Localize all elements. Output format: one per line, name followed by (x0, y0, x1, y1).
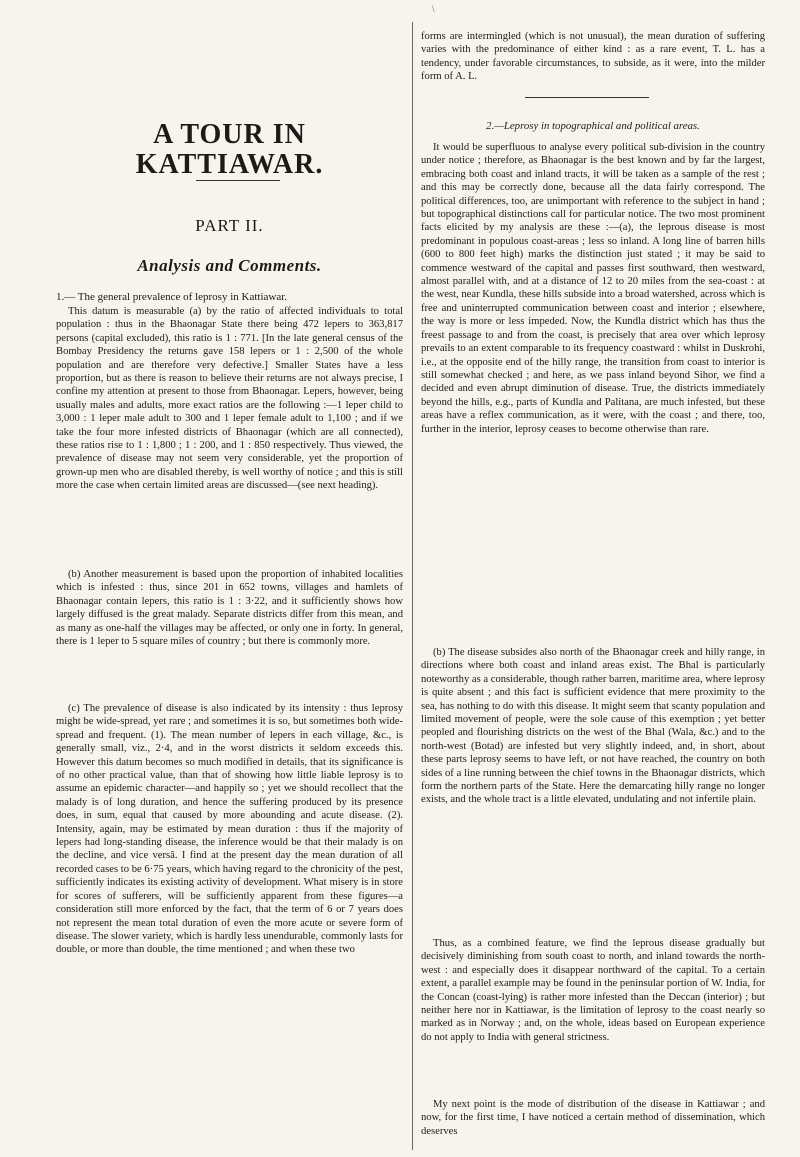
section-rule (525, 97, 649, 98)
paragraph: forms are intermingled (which is not unusual), the mean duration of suffering varies with the predominance of either kind : as a rare event, T. L. has a tendency, under favorable circumstances, to subside, as it were, into the milder form of A. L. (421, 31, 765, 83)
paragraph: (b) The disease subsides also north of the Bhaonagar creek and hilly range, in directions where both coast and inland areas exist. The Bhal is particularly noteworthy as a considerable, though rather barren, maritime area, where leprosy is quite absent ; and this fact is sufficient evidence that mere proximity to the sea, has nothing to do with this disease. It might seem that scanty population and limited movement of people, were the sole cause of this exemption ; yet better peopled and flourishing districts on the west of the Bhal (Wala, &c.) and to the north-west (Botad) are infested but very slightly indeed, and, in short, about these parts leprosy seems to have left, or not have reached, the country on both sides of a line running between the chief towns in the Bhaonagar districts, which form the northern parts of the State. Here the demarcating hilly range no longer exists, and the whole tract is a little elevated, undulating and not infertile plain. (421, 647, 765, 806)
paragraph: (c) The prevalence of disease is also indicated by its intensity : thus leprosy might be wide-spread, yet rare ; and sometimes it is so, but sometimes both wide-spread and frequent. (1). The mean number of lepers in each village, &c., is generally small, viz., 2·4, and in the worst districts it seldom exceeds this. However this datum becomes so much modified in details, that its significance is of no other practical value, than that of showing how little liable leprosy is to assume an epidemic character—and happily so ; yet we should recollect that the malady is of long duration, and hence the suffering produced by its presence does, in sum, equal that caused by more abounding and acute disease. (2). Intensity, again, may be estimated by mean duration : thus if the majority of lepers had long-standing disease, the inference would be that their malady is on the decline, and vice versâ. I find at the present day the mean duration of all recorded cases to be 6·75 years, which having regard to the chronicity of the pest, sufficiently indicates its existing activity of development. What misery is in store for scores of sufferers, will be sufficiently apparent from these figures—a consideration still more enforced by the fact, that the term of 6 or 7 years does not represent the mean total duration of even the more acute or severe form of disease. The slower variety, which is hardly less unendurable, commonly lasts for double, or more than double, the time mentioned ; and when these two (56, 703, 403, 956)
section-2-heading: 2.—Leprosy in topographical and political areas. (486, 120, 700, 132)
paragraph: This datum is measurable (a) by the ratio of affected individuals to total population : thus in the Bhaonagar State there being 472 lepers to 363,817 persons (capital excluded), this ratio is 1 : 771. [In the late general census of the Bombay Presidency the returns gave 158 lepers or 1 : 2,500 of the whole population and are therefore very defective.] Smaller States have a less proportion, but as there is reason to believe their returns are not always precise, I confine my attention at present to those from Bhaonagar. Lepers, however, being usually males and adults, more exact ratios are the following :—1 leper child to 3,000 : 1 leper male adult to 300 and 1 leper female adult to 1,100 ; and if we take the four more infested districts of Bhaonagar (which are all connected), these ratios rise to 1 : 1,800 ; 1 : 200, and 1 : 850 respectively. Thus viewed, the prevalence of disease may not seem very considerable, yet the proportion of grown-up men who are disabled thereby, is well worthy of notice ; and this is still more the case when certain limited areas are discussed—(see next heading). (56, 306, 403, 492)
article-title: A TOUR IN KATTIAWAR. (135, 119, 324, 180)
paragraph: My next point is the mode of distribution of the disease in Kattiawar ; and now, for the first time, I have noticed a certain method of dissemination, which deserves (421, 1099, 765, 1137)
title-rule (196, 180, 280, 181)
column-divider (412, 22, 413, 1150)
paragraph: Thus, as a combined feature, we find the leprous disease gradually but decisively diminishing from south coast to north, and inland towards the north-west : and especially does it disappear northward of the capital. To a certain extent, a parallel example may be found in the peninsular portion of W. India, for the Concan (coast-lying) is rather more infested than the Deccan (interior) ; but neither here nor in Kattiawar, is the limitation of leprosy to the coast nearly so marked as in Norway ; and, on the whole, ideas based on European experience do not apply to India with general strictness. (421, 938, 765, 1043)
section-1-heading: 1.— The general prevalence of leprosy in Kattiawar. (56, 291, 288, 303)
scan-mark: \ (432, 4, 435, 14)
subtitle: Analysis and Comments. (137, 256, 322, 275)
paragraph: (b) Another measurement is based upon the proportion of inhabited localities which is infested : thus, since 201 in 652 towns, villages and hamlets of Bhaonagar contain lepers, this ratio is 1 : 3·22, and it sufficiently shows how largely diffused is the great malady. Separate districts differ from this mean, and as many as one-half the villages may be affected, or only one in forty. In general, there is 1 leper to 5 square miles of country ; but there is commonly more. (56, 569, 403, 648)
paragraph: It would be superfluous to analyse every political sub-division in the country under notice ; therefore, as Bhaonagar is the best known and by far the largest, embracing both coast and inland tracts, it will be taken as a sample of the rest ; and this may be correctly done, because all the data fairly correspond. The political differences, too, are unimportant with reference to the subject in hand ; but topographical distinctions call for particular notice. The two most prominent facts elicited by my analysis are these :—(a), the leprous disease is most predominant in populous coast-areas ; less so inland. A long line of barren hills (600 to 800 feet high) marks the distinction just stated ; it may be said to commence westward of the capital and passes first southward, then westward, almost parallel with, and at a distance of 12 to 20 miles from the sea-coast : at the west, near Kundla, these hills subside into a broad watershed, across which is free and uninterrupted communication between coast and interior ; elsewhere, the way is more or less impeded. Now, the Kundla district which has thus the freest passage to and from the coast, is precisely that area over which leprosy prevails to an extent comparable to its frequency coastward : whilst in Duskrohi, i.e., at the opposite end of the hilly range, the transition from coast to interior is still somewhat checked ; and here, as we pass inland beyond Sihor, we find a decided and even abrupt diminution of disease. True, the districts immediately beyond the hills, e.g., parts of Kundla and Palitana, are much infested, but these areas have a reflex communication, as it were, with the coast ; and there, too, further in the interior, leprosy ceases to become otherwise than rare. (421, 142, 765, 435)
part-label: PART II. (195, 216, 264, 235)
